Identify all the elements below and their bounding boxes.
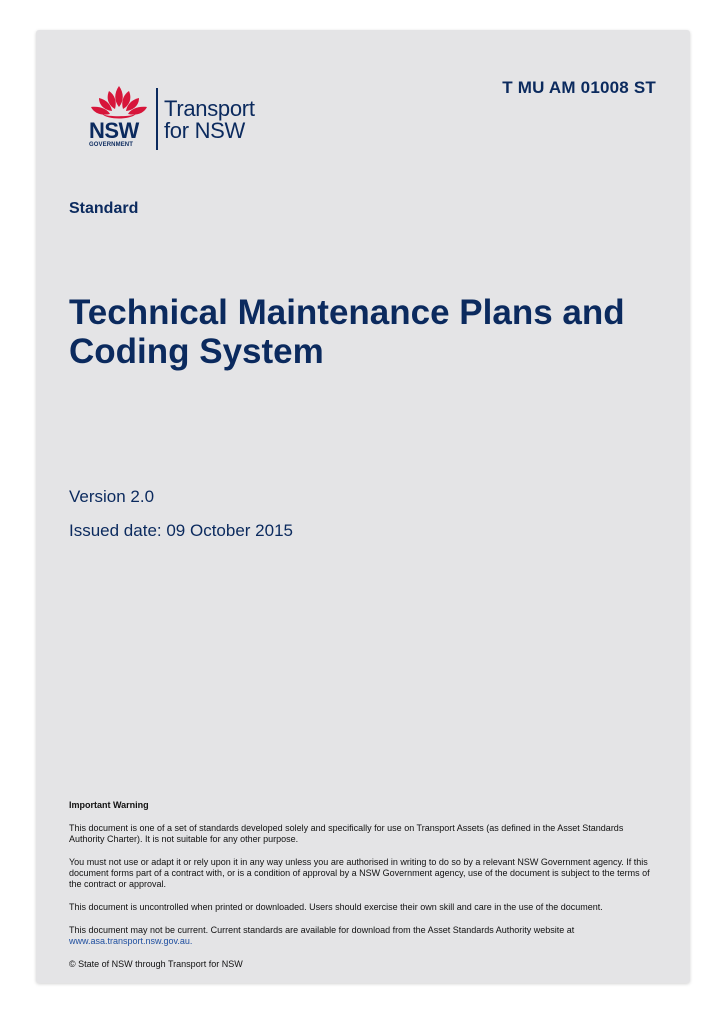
document-version: Version 2.0	[69, 487, 155, 506]
issued-date: Issued date: 09 October 2015	[69, 521, 293, 540]
logo-divider	[156, 88, 158, 150]
warning-paragraph	[69, 925, 659, 947]
warning-paragraph: This document is one of a set of standards developed solely and specifically for use on Transport Assets (as defined in the Asset Standards Authority Charter). It is not suitable for any other purpose.	[69, 823, 624, 844]
document-code: T MU AM 01008 ST	[502, 78, 656, 97]
document-cover-page	[36, 30, 690, 983]
copyright-notice: © State of NSW through Transport for NSW	[69, 959, 243, 969]
warning-paragraph: You must not use or adapt it or rely upon it in any way unless you are authorised in writing to do so by a relevant NSW Government agency. If this document forms part of a contract with, or is a condition of approval by a NSW Government agency, use of the document is subject to the terms of the contract or approval.	[69, 857, 650, 889]
agency-name-line2: for NSW	[164, 118, 246, 143]
agency-name	[164, 98, 255, 142]
agency-name-line1: Transport	[164, 96, 255, 121]
important-warning	[69, 800, 659, 982]
nsw-wordmark: NSW	[89, 118, 139, 143]
warning-heading: Important Warning	[69, 800, 149, 810]
government-wordmark: GOVERNMENT	[89, 142, 134, 148]
currency-notice: This document may not be current. Current standards are available for download from the Asset Standards Authority website at	[69, 925, 575, 935]
document-title: Technical Maintenance Plans and Coding System	[69, 293, 625, 371]
asa-website-link[interactable]: www.asa.transport.nsw.gov.au.	[69, 936, 193, 946]
transport-for-nsw-logo	[86, 84, 276, 154]
document-type: Standard	[69, 200, 139, 217]
warning-paragraph: This document is uncontrolled when printed or downloaded. Users should exercise their own skill and care in the use of the document.	[69, 902, 603, 912]
